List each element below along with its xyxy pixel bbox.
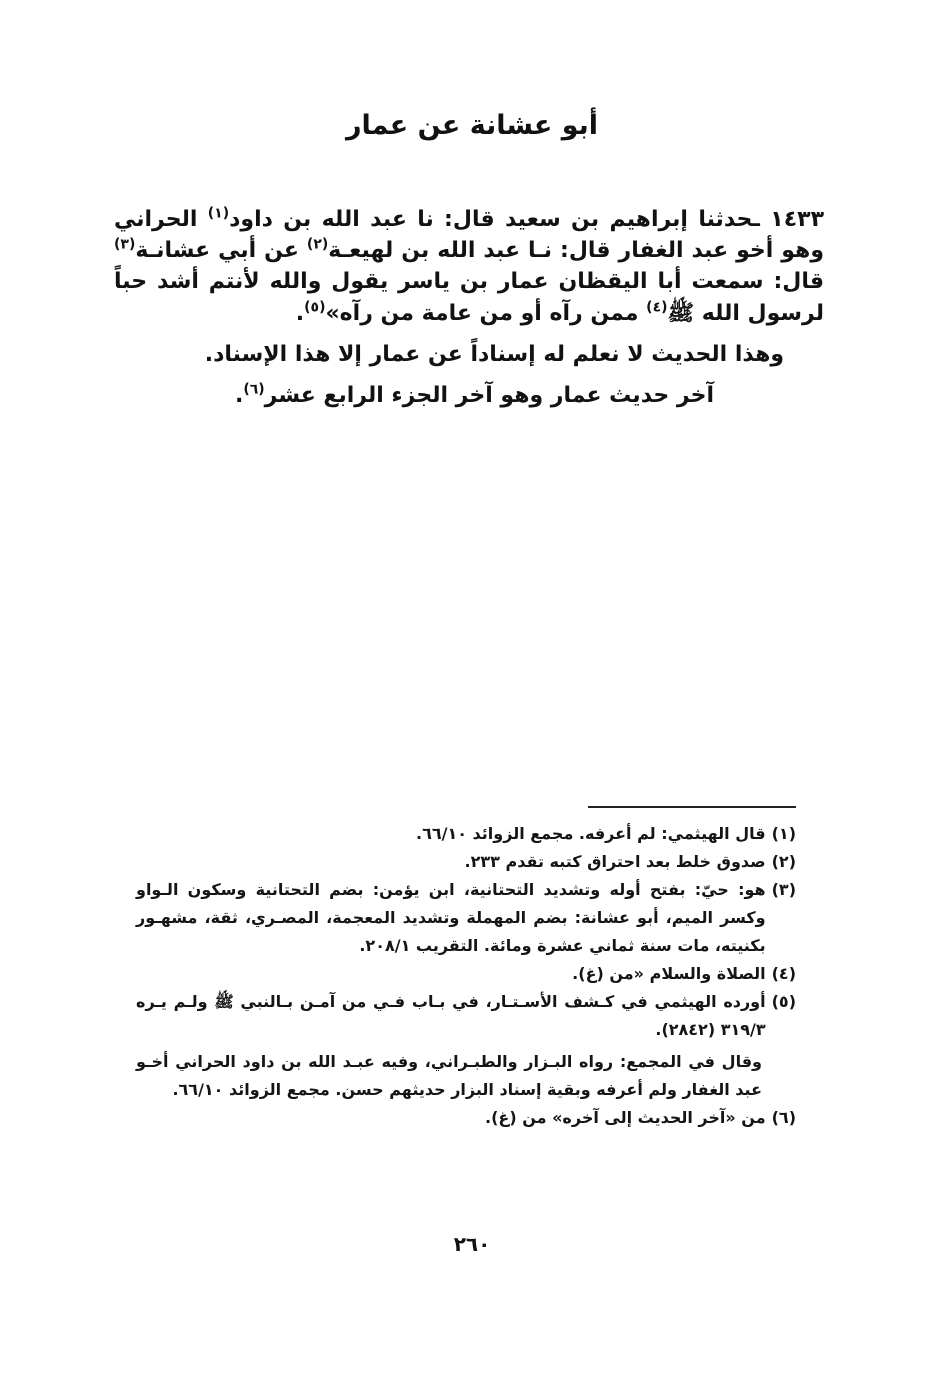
footnote-number: (٥) — [771, 992, 796, 1011]
footnote-number: (٢) — [771, 852, 796, 871]
isnad-remark: وهذا الحديث لا نعلم له إسناداً عن عمار إلا هذا الإسناد. — [204, 341, 784, 367]
hadith-text-5: ممن رآه أو من عامة من رآه» — [325, 300, 647, 326]
closing-text: آخر حديث عمار وهو آخر الجزء الرابع عشر — [264, 383, 714, 409]
footnote-ref-3[interactable]: (٣) — [114, 236, 136, 253]
page-title: أبو عشانة عن عمار — [345, 110, 599, 141]
main-text — [114, 204, 824, 421]
page-number: ٢٦٠ — [453, 1232, 491, 1256]
footnote-text: أورده الهيثمي في كـشف الأسـتـار، في بـاب فـي من آمـن بـالنبي ﷺ ولـم يـره ٣١٩/٣ (٢٨٤٢). — [136, 992, 766, 1039]
hadith-text-6: . — [295, 300, 305, 326]
footnote-separator — [588, 806, 796, 808]
footnote-ref-2[interactable]: (٢) — [306, 236, 329, 253]
hadith-number: ١٤٣٣ — [770, 207, 824, 232]
footnote-text: من «آخر الحديث إلى آخره» من (غ). — [485, 1108, 766, 1127]
footnote-5-continuation: وقال في المجمع: رواه البـزار والطبـراني، وفيه عبـد الله بن داود الحراني أخـو عبد الغفار ولم أعرفه وبقية إسناد البزار حديثهم حسن. مجمع الزوائد ٦٦/١٠. — [136, 1052, 762, 1099]
footnote-3 — [136, 876, 796, 960]
footnote-1 — [136, 820, 796, 848]
footnote-number: (٤) — [771, 964, 796, 983]
footnote-ref-5[interactable]: (٥) — [304, 299, 326, 316]
footnote-4 — [136, 960, 796, 988]
footnote-number: (٣) — [771, 880, 796, 899]
footnote-text: هو: حيّ: بفتح أوله وتشديد التحتانية، ابن يؤمن: بضم التحتانية وسكون الـواو وكسر الميم، أبو عشانة: بضم المهملة وتشديد المعجمة، المصـري، ثقة، مشهـور بكنيته، مات سنة ثماني عشرة ومائة. التقريب ٢٠٨/١. — [136, 880, 766, 955]
footnote-text: الصلاة والسلام «من (غ). — [572, 964, 766, 983]
footnote-text: قال الهيثمي: لم أعرفه. مجمع الزوائد ٦٦/١٠. — [416, 824, 766, 843]
footnote-ref-6[interactable]: (٦) — [243, 381, 265, 398]
footnote-ref-1[interactable]: (١) — [207, 205, 230, 222]
closing-end: . — [234, 383, 244, 409]
hadith-text-2: الحراني وهو أخو عبد الغفار قال: نـا عبد الله بن لهيعـة — [114, 207, 824, 264]
closing-line — [114, 380, 824, 411]
hadith-text-4: قال: سمعت أبا اليقظان عمار بن ياسر يقول والله لأنتم أشد حباً لرسول الله ﷺ — [114, 269, 824, 326]
hadith-text-1: حدثنا إبراهيم بن سعيد قال: نا عبد الله بن داود — [229, 207, 753, 232]
footnotes — [136, 820, 796, 1132]
hadith-dash: ـ — [752, 207, 760, 232]
footnote-number: (٦) — [771, 1108, 796, 1127]
hadith-paragraph — [114, 204, 824, 329]
hadith-text-3: عن أبي عشانـة — [135, 238, 307, 264]
footnote-ref-4[interactable]: (٤) — [646, 299, 668, 316]
footnote-text: صدوق خلط بعد احتراق كتبه تقدم ٢٣٣. — [464, 852, 766, 871]
footnote-number: (١) — [771, 824, 796, 843]
footnote-2 — [136, 848, 796, 876]
footnote-6 — [136, 1104, 796, 1132]
footnote-5 — [136, 988, 796, 1044]
